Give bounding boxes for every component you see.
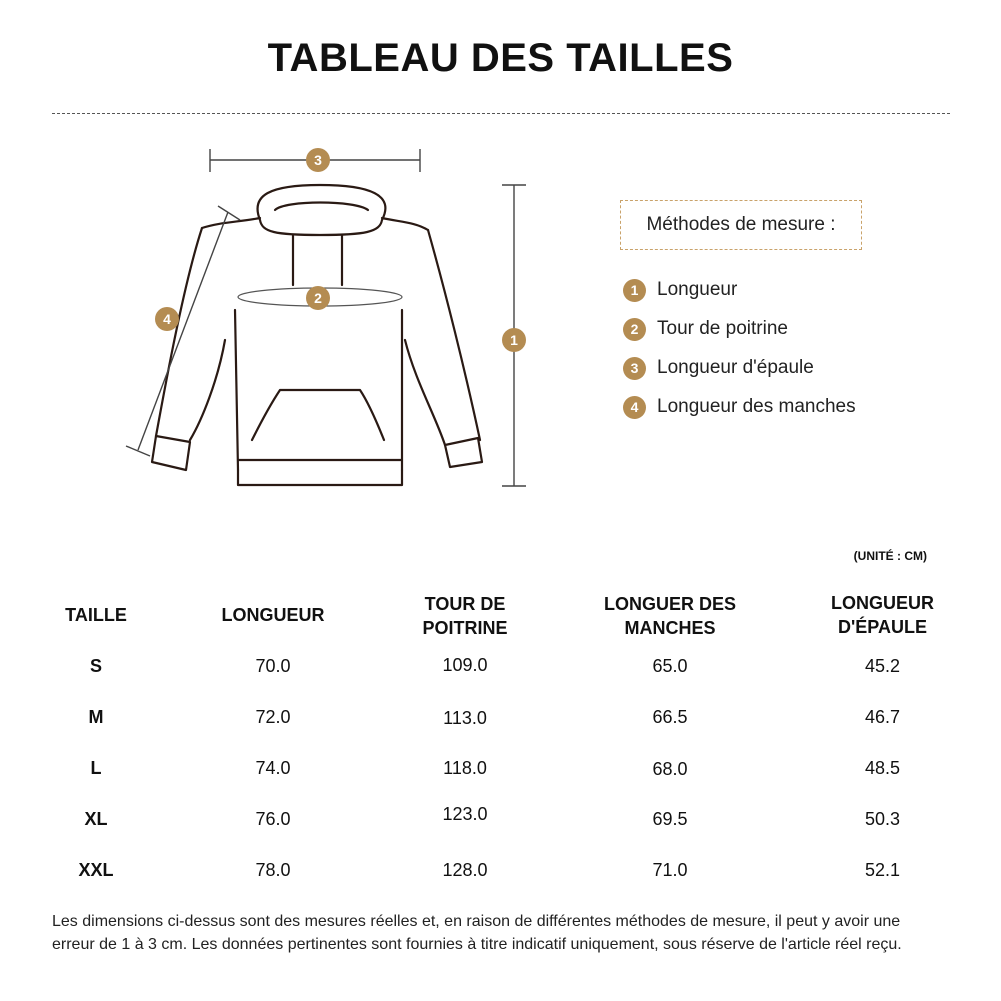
cell-size: S <box>89 656 102 676</box>
number-1-icon: 1 <box>623 279 646 302</box>
svg-text:1: 1 <box>510 332 518 348</box>
svg-text:4: 4 <box>163 311 171 327</box>
right-shoulder <box>382 218 428 230</box>
legend-item-sleeve <box>623 394 856 420</box>
cell-chest: 113.0 <box>443 708 487 728</box>
legend-label: Tour de poitrine <box>657 318 788 339</box>
cell-length: 70.0 <box>255 656 291 676</box>
cell-size: XL <box>84 809 108 829</box>
page-title: TABLEAU DES TAILLES <box>267 36 734 80</box>
cell-length: 72.0 <box>255 707 291 727</box>
number-4-icon: 4 <box>623 396 646 419</box>
pocket <box>252 390 384 440</box>
hood-inner <box>275 203 368 211</box>
legend-item-chest <box>623 316 788 342</box>
cell-shoulder: 45.2 <box>864 656 901 676</box>
cell-chest: 109.0 <box>442 655 488 675</box>
left-shoulder <box>202 218 260 228</box>
header-size: TAILLE <box>65 605 127 625</box>
unit-label: (UNITÉ : CM) <box>853 549 927 563</box>
cell-sleeve: 66.5 <box>652 707 688 727</box>
cell-chest: 128.0 <box>442 860 488 880</box>
cell-size: M <box>88 707 104 727</box>
header-chest: TOUR DE POITRINE <box>422 594 508 638</box>
hem <box>238 460 402 485</box>
header-length: LONGUEUR <box>221 605 325 625</box>
cell-length: 76.0 <box>255 809 291 829</box>
methods-heading-box <box>620 200 862 250</box>
cell-shoulder: 46.7 <box>864 707 901 727</box>
cell-chest: 118.0 <box>443 758 487 778</box>
hoodie-measurement-diagram <box>110 140 540 500</box>
left-cuff <box>152 436 190 470</box>
cell-size: XXL <box>78 860 114 880</box>
right-sleeve <box>405 230 480 445</box>
legend-label: Longueur des manches <box>657 396 856 417</box>
left-sleeve <box>156 228 225 440</box>
svg-text:3: 3 <box>314 152 322 168</box>
number-2-icon: 2 <box>623 318 646 341</box>
legend-item-shoulder <box>623 355 814 381</box>
cell-chest: 123.0 <box>442 804 488 824</box>
legend-item-length <box>623 277 737 303</box>
cell-size: L <box>90 758 102 778</box>
cell-length: 74.0 <box>255 758 291 778</box>
badge-sleeve-4-icon <box>155 307 179 331</box>
cell-length: 78.0 <box>255 860 291 880</box>
cell-sleeve: 68.0 <box>652 759 688 779</box>
number-3-icon: 3 <box>623 357 646 380</box>
cell-sleeve: 71.0 <box>652 860 688 880</box>
header-shoulder: LONGUEUR D'ÉPAULE <box>831 593 934 637</box>
cell-sleeve: 69.5 <box>652 809 688 829</box>
svg-text:2: 2 <box>314 290 322 306</box>
legend-label: Longueur <box>657 279 738 300</box>
right-cuff <box>445 438 482 467</box>
footnote: Les dimensions ci-dessus sont des mesures réelles et, en raison de différentes méthodes de mesure, il peut y avoir une erreur de 1 à 3 cm. Les données pertinentes sont fournies à titre indicatif uniquement, sous réserve de l'article réel reçu. <box>52 913 902 953</box>
badge-chest-2-icon <box>306 286 330 310</box>
cell-shoulder: 50.3 <box>864 809 901 829</box>
cell-shoulder: 48.5 <box>864 758 901 778</box>
cell-sleeve: 65.0 <box>652 656 688 676</box>
badge-shoulder-3-icon <box>306 148 330 172</box>
cell-shoulder: 52.1 <box>864 860 901 880</box>
header-sleeve: LONGUER DES MANCHES <box>603 594 736 638</box>
legend-label: Longueur d'épaule <box>657 357 814 378</box>
title-divider <box>52 113 950 114</box>
methods-heading: Méthodes de mesure : <box>646 214 836 235</box>
badge-length-1-icon <box>502 328 526 352</box>
